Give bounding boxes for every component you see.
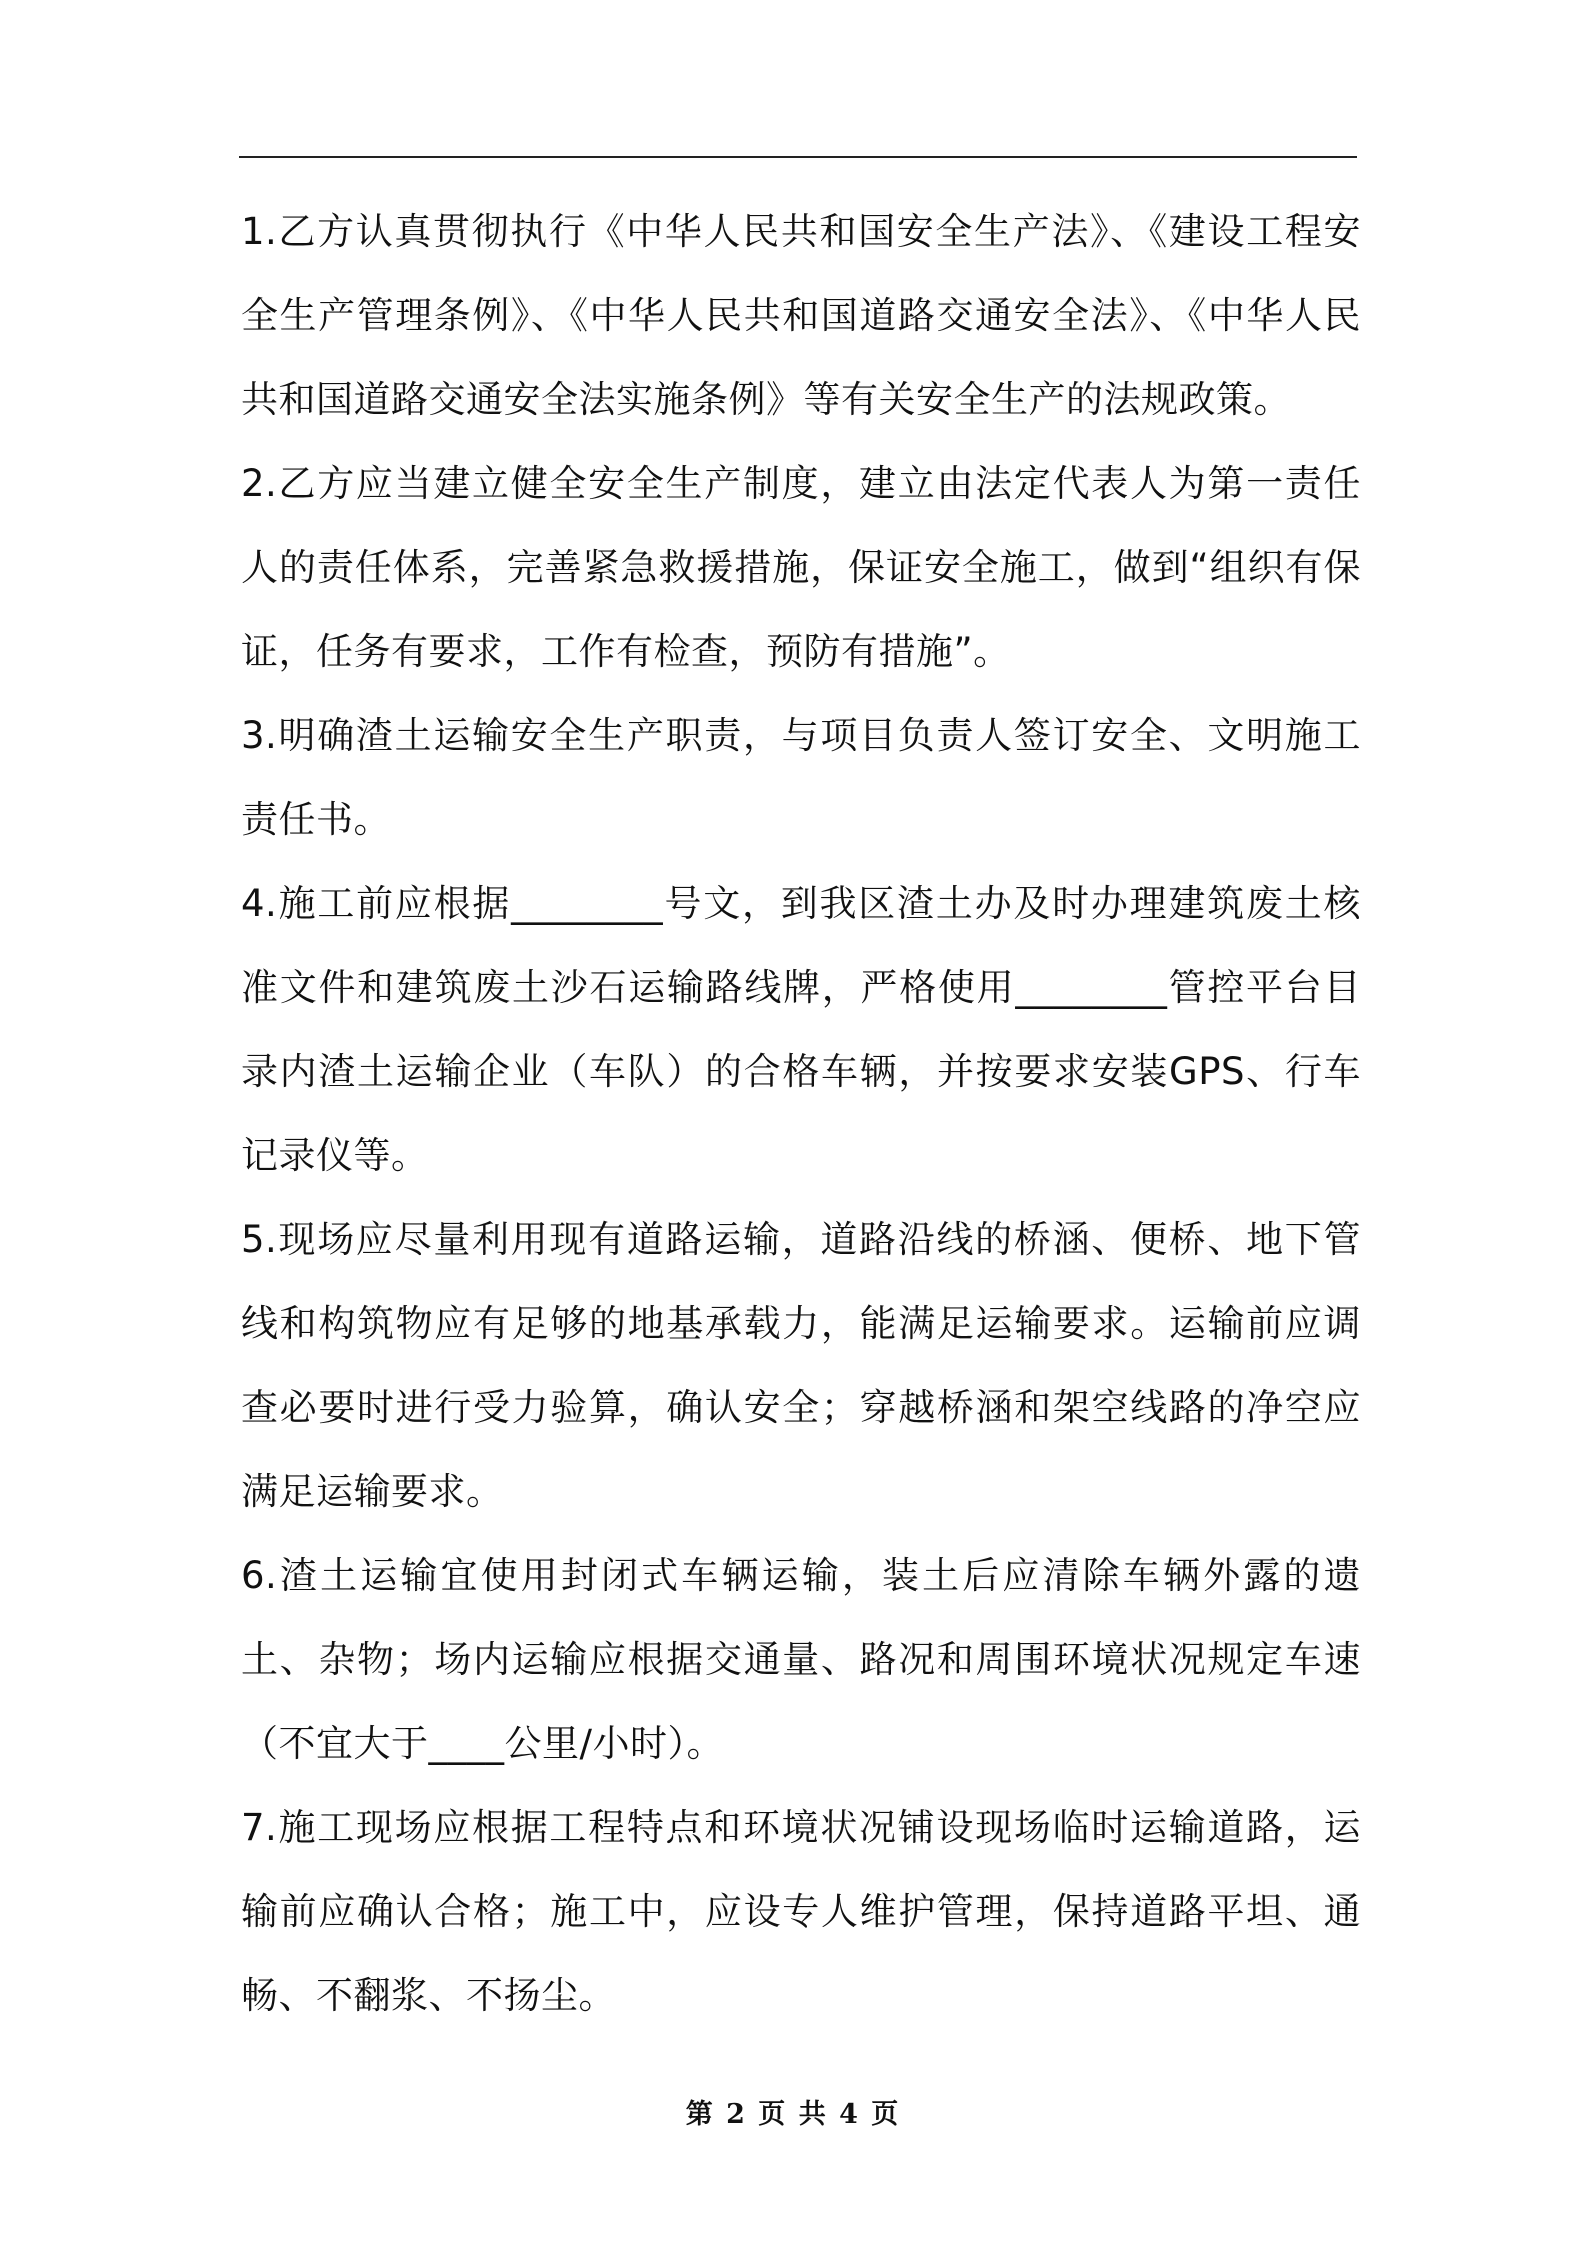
clause-3: 3.明确渣土运输安全生产职责，与项目负责人签订安全、文明施工责任书。 [241,714,1361,841]
clause-7: 7.施工现场应根据工程特点和环境状况铺设现场临时运输道路，运输前应确认合格；施工中，应设专人维护管理，保持道路平坦、通畅、不翻浆、不扬尘。 [241,1806,1361,2017]
header-divider [239,156,1357,158]
clause-6: 6.渣土运输宜使用封闭式车辆运输，装土后应清除车辆外露的遗土、杂物；场内运输应根据交通量、路况和周围环境状况规定车速（不宜大于____公里/小时）。 [241,1554,1361,1765]
document-body [241,190,1361,2038]
page-number: 第 2 页 共 4 页 [685,2099,901,2130]
clause-4: 4.施工前应根据________号文，到我区渣土办及时办理建筑废土核准文件和建筑废土沙石运输路线牌，严格使用________管控平台目录内渣土运输企业（车队）的合格车辆，并按要求安装GPS、行车记录仪等。 [241,882,1361,1177]
clause-2: 2.乙方应当建立健全安全生产制度，建立由法定代表人为第一责任人的责任体系，完善紧急救援措施，保证安全施工，做到“组织有保证，任务有要求，工作有检查，预防有措施”。 [241,462,1361,673]
clause-1: 1.乙方认真贯彻执行《中华人民共和国安全生产法》、《建设工程安全生产管理条例》、《中华人民共和国道路交通安全法》、《中华人民共和国道路交通安全法实施条例》等有关安全生产的法规政策。 [241,210,1361,421]
clause-5: 5.现场应尽量利用现有道路运输，道路沿线的桥涵、便桥、地下管线和构筑物应有足够的地基承载力，能满足运输要求。运输前应调查必要时进行受力验算，确认安全；穿越桥涵和架空线路的净空应满足运输要求。 [241,1218,1361,1513]
